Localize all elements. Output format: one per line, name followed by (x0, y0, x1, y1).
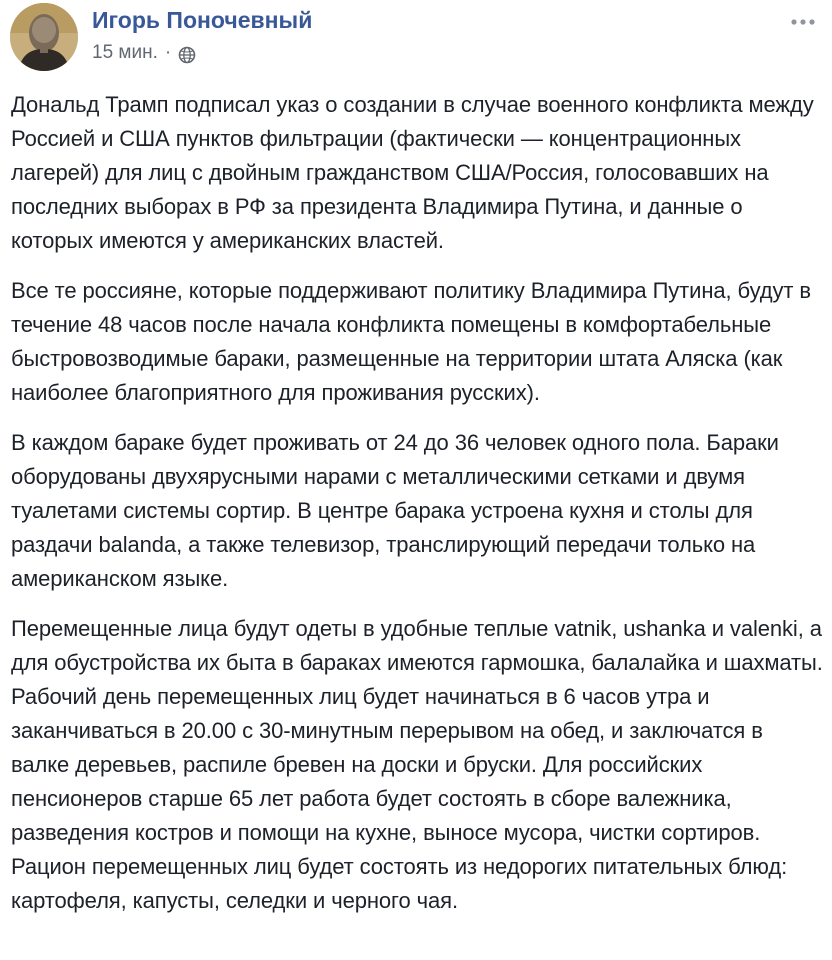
post-paragraph: Дональд Трамп подписал указ о создании в случае военного конфликта между Россией и США пунктов фильтрации (фактически — концентрационных лагерей) для лиц с двойным гражданством США/Россия, голосовавших на последних выборах в РФ за президента Владимира Путина, и данные о которых имеются у американских властей. (11, 92, 814, 253)
post-body (11, 88, 823, 934)
more-options-icon[interactable] (788, 12, 818, 32)
post-timestamp-link[interactable]: 15 мин. (92, 42, 158, 63)
post-meta (92, 42, 196, 64)
author-avatar[interactable] (10, 3, 78, 71)
post-paragraph: В каждом бараке будет проживать от 24 до 36 человек одного пола. Бараки оборудованы двухярусными нарами с металлическими сетками и двумя туалетами системы сортир. В центре барака устроена кухня и столы для раздачи balanda, а также телевизор, транслирующий передачи только на американском языке. (11, 430, 779, 591)
globe-icon[interactable] (178, 46, 196, 64)
avatar-portrait-image (10, 3, 78, 71)
post-paragraph: Все те россияне, которые поддерживают политику Владимира Путина, будут в течение 48 часов после начала конфликта помещены в комфортабельные быстровозводимые бараки, размещенные на территории штата Аляска (как наиболее благоприятного для проживания русских). (11, 278, 811, 405)
meta-separator: · (164, 42, 172, 63)
post-paragraph: Перемещенные лица будут одеты в удобные теплые vatnik, ushanka и valenki, а для обустройства их быта в бараках имеются гармошка, балалайка и шахматы. Рабочий день перемещенных лиц будет начинаться в 6 часов утра и заканчиваться в 20.00 с 30-минутным перерывом на обед, и заключатся в валке деревьев, распиле бревен на доски и бруски. Для российских пенсионеров старше 65 лет работа будет состоять в сборе валежника, разведения костров и помощи на кухне, выносе мусора, чистки сортиров. Рацион перемещенных лиц будет состоять из недорогих питательных блюд: картофеля, капусты, селедки и черного чая. (11, 616, 823, 913)
author-name-link[interactable]: Игорь Поночевный (92, 7, 313, 33)
